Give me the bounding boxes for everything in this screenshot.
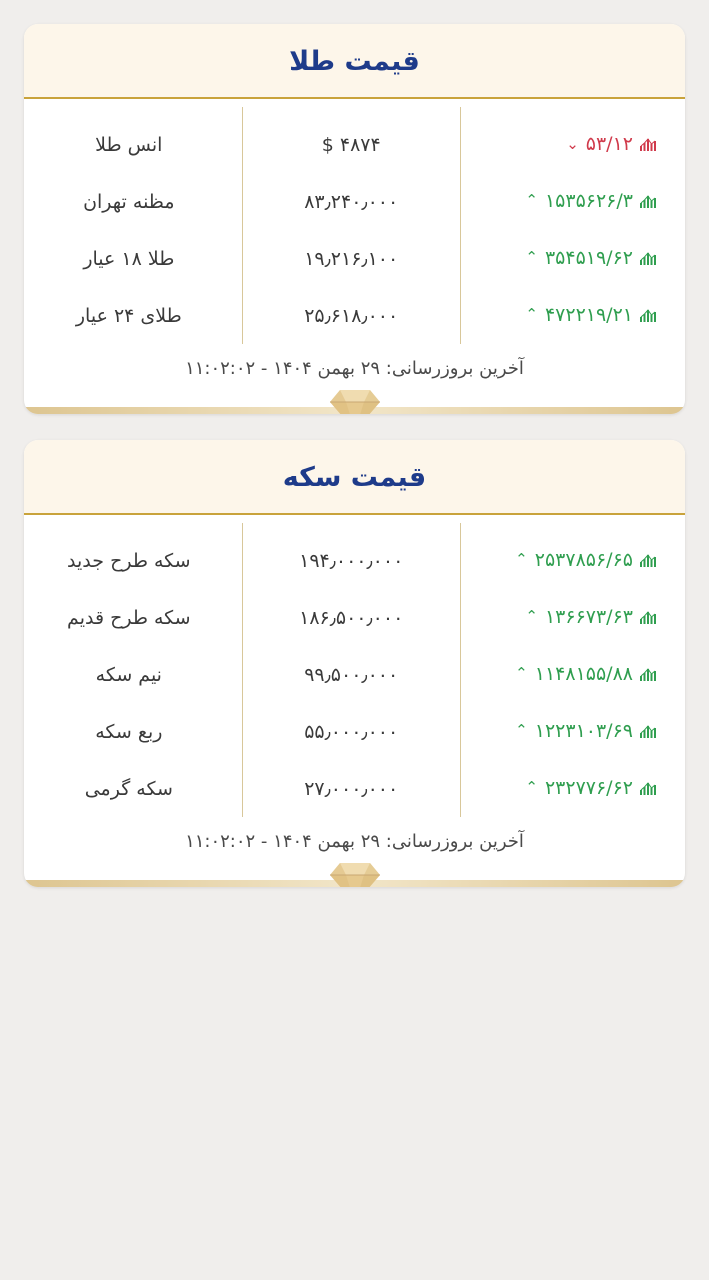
gold-card-header (24, 24, 685, 99)
change-value: ۳۵۴۵۱۹/۶۲ (544, 247, 633, 269)
change-cell (460, 287, 685, 344)
item-name-cell: سکه طرح قدیم (67, 606, 191, 629)
price-cell: ۱۹۴٫۰۰۰٫۰۰۰ (242, 523, 460, 589)
coin-last-update: آخرین بروزرسانی: ۲۹ بهمن ۱۴۰۴ - ۱۱:۰۲:۰۲ (185, 831, 524, 852)
change-cell (460, 646, 685, 703)
item-name-cell: طلای ۲۴ عیار (75, 304, 182, 327)
gold-card-title: قیمت طلا (289, 46, 420, 77)
item-name-cell: انس طلا (95, 133, 163, 156)
diamond-icon (328, 386, 382, 414)
table-row[interactable] (24, 646, 685, 703)
gold-price-table (24, 107, 685, 344)
trend-up-icon: ⌃ (515, 720, 528, 739)
sparkline-icon (640, 610, 659, 624)
trend-up-icon: ⌃ (515, 549, 528, 568)
change-value: ۱۱۴۸۱۵۵/۸۸ (534, 663, 633, 685)
change-cell (460, 173, 685, 230)
change-value: ۲۵۳۷۸۵۶/۶۵ (534, 549, 633, 571)
trend-up-icon: ⌃ (515, 663, 528, 682)
item-name-cell: سکه طرح جدید (67, 549, 191, 572)
change-value: ۱۳۶۶۷۳/۶۳ (544, 606, 633, 628)
coin-price-card (24, 440, 685, 887)
trend-up-icon: ⌃ (525, 247, 538, 266)
sparkline-icon (640, 194, 659, 208)
item-name-cell: نیم سکه (95, 663, 162, 686)
trend-up-icon: ⌃ (525, 777, 538, 796)
sparkline-icon (640, 308, 659, 322)
coin-card-bottom-bar (24, 880, 685, 887)
change-cell (460, 107, 685, 173)
change-value: ۱۵۳۵۶۲۶/۳ (544, 190, 633, 212)
table-row[interactable] (24, 760, 685, 817)
diamond-icon (328, 859, 382, 887)
change-cell (460, 703, 685, 760)
table-row[interactable] (24, 523, 685, 589)
change-value: ۲۳۲۷۷۶/۶۲ (544, 777, 633, 799)
sparkline-icon (640, 781, 659, 795)
price-cell: ۴۸۷۴ $ (242, 107, 460, 173)
item-name-cell: سکه گرمی (84, 777, 173, 800)
change-cell (460, 760, 685, 817)
table-row[interactable] (24, 230, 685, 287)
change-value: ۱۲۲۳۱۰۳/۶۹ (534, 720, 633, 742)
sparkline-icon (640, 553, 659, 567)
gold-table-body (24, 99, 685, 344)
sparkline-icon (640, 251, 659, 265)
coin-price-table (24, 523, 685, 817)
price-cell: ۵۵٫۰۰۰٫۰۰۰ (242, 703, 460, 760)
price-cell: ۲۷٫۰۰۰٫۰۰۰ (242, 760, 460, 817)
coin-card-title: قیمت سکه (282, 462, 427, 493)
trend-up-icon: ⌃ (525, 304, 538, 323)
gold-price-card (24, 24, 685, 414)
change-cell (460, 589, 685, 646)
table-row[interactable] (24, 287, 685, 344)
trend-down-icon: ⌄ (566, 134, 579, 153)
change-value: ۴۷۲۲۱۹/۲۱ (544, 304, 633, 326)
price-cell: ۱۸۶٫۵۰۰٫۰۰۰ (242, 589, 460, 646)
change-cell (460, 230, 685, 287)
sparkline-icon (640, 137, 659, 151)
item-name-cell: طلا ۱۸ عیار (83, 247, 175, 270)
item-name-cell: مظنه تهران (83, 190, 175, 213)
price-cell: ۹۹٫۵۰۰٫۰۰۰ (242, 646, 460, 703)
gold-last-update: آخرین بروزرسانی: ۲۹ بهمن ۱۴۰۴ - ۱۱:۰۲:۰۲ (185, 358, 524, 379)
coin-table-body (24, 515, 685, 817)
gold-card-bottom-bar (24, 407, 685, 414)
price-cell: ۱۹٫۲۱۶٫۱۰۰ (242, 230, 460, 287)
change-cell (460, 523, 685, 589)
change-value: ۵۳/۱۲ (585, 133, 633, 155)
table-row[interactable] (24, 589, 685, 646)
table-row[interactable] (24, 173, 685, 230)
trend-up-icon: ⌃ (525, 190, 538, 209)
sparkline-icon (640, 667, 659, 681)
price-cell: ۲۵٫۶۱۸٫۰۰۰ (242, 287, 460, 344)
coin-card-header (24, 440, 685, 515)
sparkline-icon (640, 724, 659, 738)
trend-up-icon: ⌃ (525, 606, 538, 625)
table-row[interactable] (24, 703, 685, 760)
table-row[interactable] (24, 107, 685, 173)
price-cell: ۸۳٫۲۴۰٫۰۰۰ (242, 173, 460, 230)
item-name-cell: ربع سکه (95, 720, 163, 743)
